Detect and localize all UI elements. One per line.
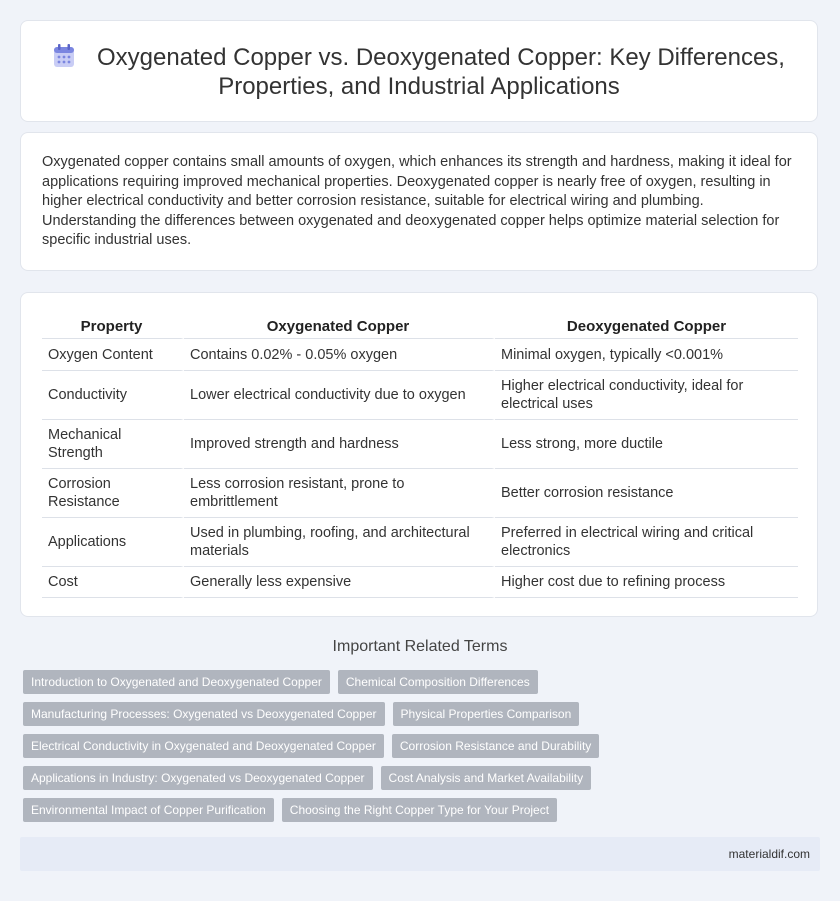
calendar-icon bbox=[53, 44, 75, 68]
related-term-tag[interactable]: Corrosion Resistance and Durability bbox=[392, 734, 599, 758]
header-card bbox=[20, 20, 818, 122]
row-property: Applications bbox=[42, 518, 184, 567]
row-deoxygenated: Preferred in electrical wiring and critical electronics bbox=[495, 518, 798, 567]
related-term-tag[interactable]: Electrical Conductivity in Oxygenated and Deoxygenated Copper bbox=[23, 734, 384, 758]
row-oxygenated: Contains 0.02% - 0.05% oxygen bbox=[184, 339, 495, 371]
row-oxygenated: Generally less expensive bbox=[184, 567, 495, 598]
table-row bbox=[42, 420, 798, 469]
related-term-tag[interactable]: Environmental Impact of Copper Purification bbox=[23, 798, 274, 822]
table-row bbox=[42, 469, 798, 518]
tag-row bbox=[23, 702, 803, 726]
related-term-tag[interactable]: Physical Properties Comparison bbox=[393, 702, 580, 726]
intro-card bbox=[20, 132, 818, 271]
footer bbox=[20, 837, 820, 871]
row-property: Corrosion Resistance bbox=[42, 469, 184, 518]
row-deoxygenated: Minimal oxygen, typically <0.001% bbox=[495, 339, 798, 371]
row-property: Cost bbox=[42, 567, 184, 598]
header-deoxygenated: Deoxygenated Copper bbox=[495, 313, 798, 339]
tag-row bbox=[23, 734, 803, 758]
header-oxygenated: Oxygenated Copper bbox=[184, 313, 495, 339]
comparison-table bbox=[42, 313, 798, 598]
page-title-wrap bbox=[21, 43, 817, 101]
tag-row bbox=[23, 798, 803, 822]
row-deoxygenated: Less strong, more ductile bbox=[495, 420, 798, 469]
table-row bbox=[42, 567, 798, 598]
row-deoxygenated: Higher electrical conductivity, ideal for electrical uses bbox=[495, 371, 798, 420]
related-term-tag[interactable]: Chemical Composition Differences bbox=[338, 670, 538, 694]
comparison-table-card bbox=[20, 292, 818, 617]
page-title: Oxygenated Copper vs. Deoxygenated Copper: Key Differences, Properties, and Industrial Applications bbox=[97, 44, 785, 100]
table-row bbox=[42, 339, 798, 371]
row-property: Oxygen Content bbox=[42, 339, 184, 371]
row-property: Mechanical Strength bbox=[42, 420, 184, 469]
related-term-tag[interactable]: Manufacturing Processes: Oxygenated vs Deoxygenated Copper bbox=[23, 702, 385, 726]
row-oxygenated: Lower electrical conductivity due to oxygen bbox=[184, 371, 495, 420]
related-term-tag[interactable]: Choosing the Right Copper Type for Your Project bbox=[282, 798, 557, 822]
table-header-row bbox=[42, 313, 798, 339]
related-term-tag[interactable]: Introduction to Oxygenated and Deoxygenated Copper bbox=[23, 670, 330, 694]
row-property: Conductivity bbox=[42, 371, 184, 420]
table-row bbox=[42, 371, 798, 420]
header-property: Property bbox=[42, 313, 184, 339]
row-oxygenated: Less corrosion resistant, prone to embrittlement bbox=[184, 469, 495, 518]
related-terms-title: Important Related Terms bbox=[332, 638, 508, 655]
row-deoxygenated: Higher cost due to refining process bbox=[495, 567, 798, 598]
footer-site-link[interactable]: materialdif.com bbox=[728, 847, 810, 861]
related-term-tag[interactable]: Cost Analysis and Market Availability bbox=[381, 766, 592, 790]
tag-row bbox=[23, 670, 803, 694]
row-oxygenated: Used in plumbing, roofing, and architectural materials bbox=[184, 518, 495, 567]
row-oxygenated: Improved strength and hardness bbox=[184, 420, 495, 469]
related-terms-list bbox=[23, 670, 803, 830]
related-term-tag[interactable]: Applications in Industry: Oxygenated vs Deoxygenated Copper bbox=[23, 766, 373, 790]
table-row bbox=[42, 518, 798, 567]
tag-row bbox=[23, 766, 803, 790]
intro-paragraph: Oxygenated copper contains small amounts of oxygen, which enhances its strength and hardness, making it ideal for applications requiring improved mechanical properties. Deoxygenated copper is nearly free of oxygen, resulting in higher electrical conductivity and better corrosion resistance, suitable for electrical wiring and plumbing. Understanding the differences between oxygenated and deoxygenated copper helps optimize material selection for specific industrial uses. bbox=[42, 154, 792, 248]
row-deoxygenated: Better corrosion resistance bbox=[495, 469, 798, 518]
